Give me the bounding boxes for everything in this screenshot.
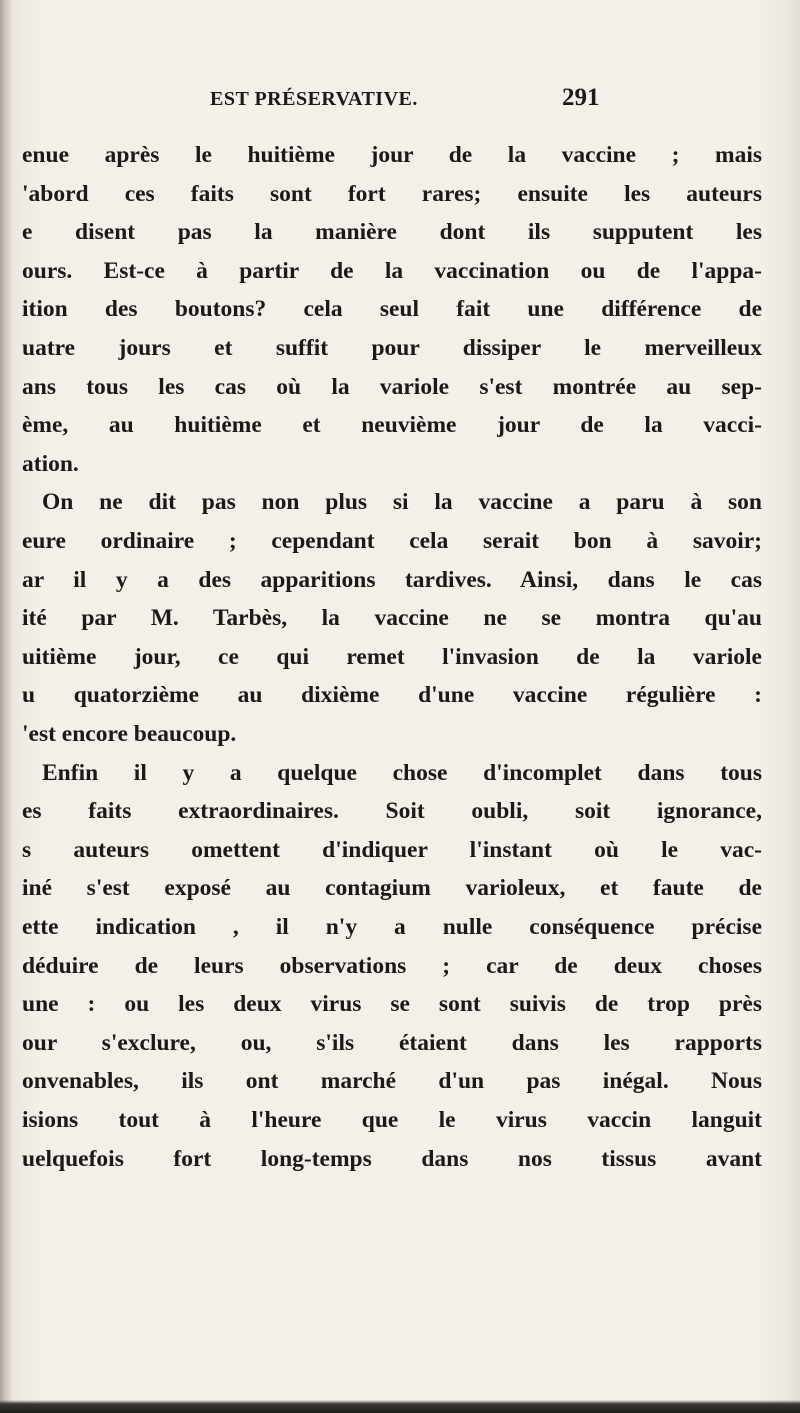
text-line: e disent pas la manière dont ils supputent les [22,219,762,245]
text-line: onvenables, ils ont marché d'un pas inégal. Nous [22,1068,762,1094]
text-line: On ne dit pas non plus si la vaccine a paru à son [42,489,762,515]
text-line: ation. [22,451,79,477]
text-line: enue après le huitième jour de la vaccine ; mais [22,142,762,168]
running-title: EST PRÉSERVATIVE. [210,88,418,110]
text-line: uelquefois fort long-temps dans nos tissus avant [22,1146,762,1172]
text-line: ité par M. Tarbès, la vaccine ne se montra qu'au [22,605,762,631]
text-line: isions tout à l'heure que le virus vaccin languit [22,1107,762,1133]
text-line: ème, au huitième et neuvième jour de la vacci- [22,412,762,438]
text-line: 'est encore beaucoup. [22,721,237,747]
page-binding-shadow [0,0,12,1413]
text-line: es faits extraordinaires. Soit oubli, soit ignorance, [22,798,762,824]
text-line: eure ordinaire ; cependant cela serait bon à savoir; [22,528,762,554]
text-line: u quatorzième au dixième d'une vaccine régulière : [22,682,762,708]
text-line: iné s'est exposé au contagium varioleux, et faute de [22,875,762,901]
text-line: Enfin il y a quelque chose d'incomplet dans tous [42,760,762,786]
text-line: s auteurs omettent d'indiquer l'instant où le vac- [22,837,762,863]
text-line: our s'exclure, ou, s'ils étaient dans les rapports [22,1030,762,1056]
text-line: ours. Est-ce à partir de la vaccination ou de l'appa- [22,258,762,284]
text-line: ette indication , il n'y a nulle conséquence précise [22,914,762,940]
text-line: déduire de leurs observations ; car de deux choses [22,953,762,979]
text-line: ition des boutons? cela seul fait une différence de [22,296,762,322]
page-header [0,84,800,118]
text-line: ans tous les cas où la variole s'est montrée au sep- [22,374,762,400]
page-bottom-edge [0,1400,800,1413]
text-line: uitième jour, ce qui remet l'invasion de la variole [22,644,762,670]
text-line: 'abord ces faits sont fort rares; ensuite les auteurs [22,181,762,207]
text-line: une : ou les deux virus se sont suivis de trop près [22,991,762,1017]
page-number: 291 [562,84,600,111]
text-line: uatre jours et suffit pour dissiper le merveilleux [22,335,762,361]
text-line: ar il y a des apparitions tardives. Ainsi, dans le cas [22,567,762,593]
